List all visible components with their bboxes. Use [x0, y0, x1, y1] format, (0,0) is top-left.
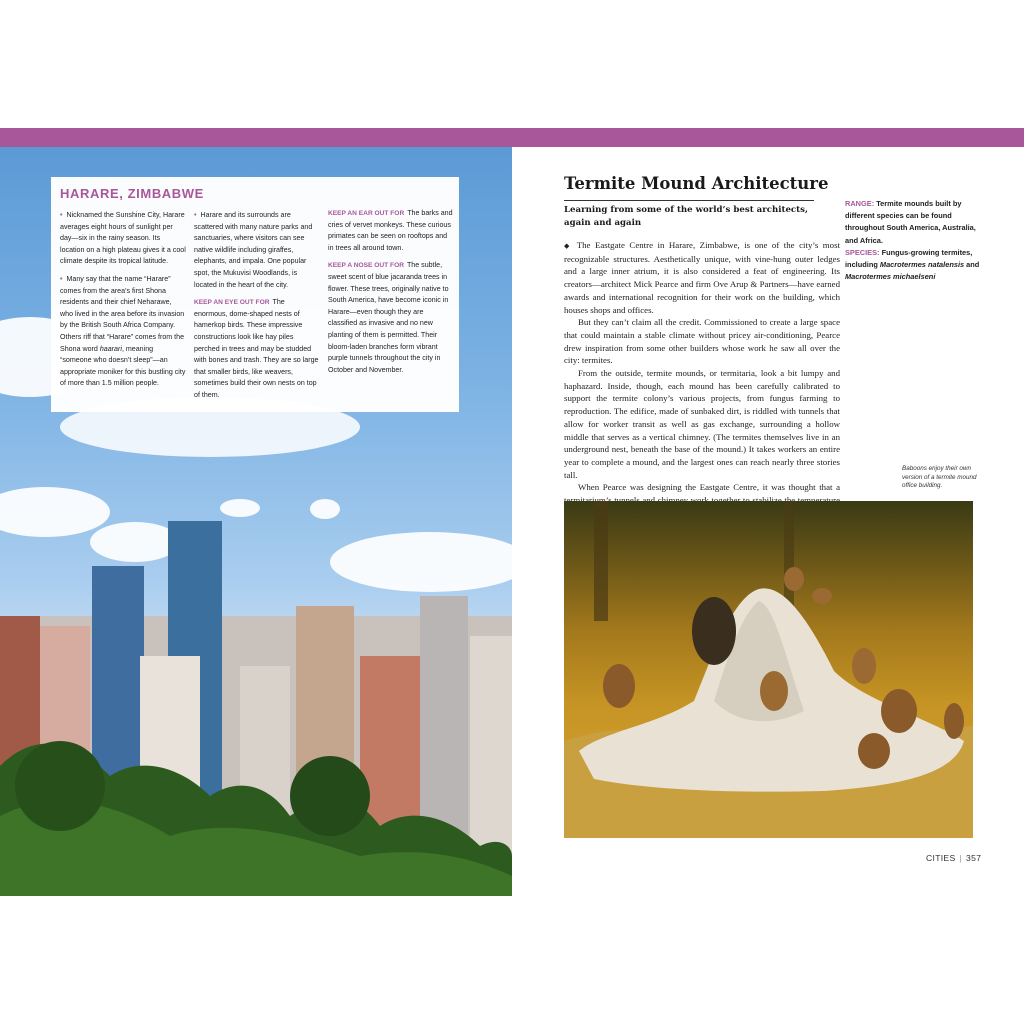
right-page [512, 147, 1024, 896]
sidebar-column-2 [194, 210, 320, 408]
body-paragraph [564, 239, 840, 316]
photo-caption: Baboons enjoy their own version of a termite mound office building. [902, 465, 977, 490]
paragraph-text: Nicknamed the Sunshine City, Harare averages eight hours of sunlight per day—six in the rainy season. Its location on a high plateau gives it a cool climate despite its tropical latitude. [60, 211, 186, 266]
sidebar-paragraph [328, 208, 454, 254]
cloud [90, 522, 180, 562]
sidebar-paragraph [60, 274, 186, 390]
species-label: SPECIES: [845, 247, 880, 257]
species-text: Fungus-growing termites, including [845, 247, 973, 270]
paragraph-text: The enormous, dome-shaped nests of hamerkop birds. These impressive constructions look like hay piles perched in trees and may be studded with bones and trash. They are so large that smaller birds, like weavers, sometimes build their own nests on top of them. [194, 298, 319, 399]
folio-separator: | [959, 853, 963, 863]
harare-sidebar [51, 177, 459, 412]
paragraph-text: The Eastgate Centre in Harare, Zimbabwe, is one of the city’s most recognizable structures. Aesthetically unique, with vine-hung outer ledges and a large inner atrium, it is also considered a feat of engineering. Its creators—architect Mick Pearce and firm Ove Arup & Partners—have earned awards and international recognition for their work on the building, which houses shops and offices. [564, 240, 840, 315]
paragraph-text: Harare and its surrounds are scattered with many nature parks and sanctuaries, where visitors can see native wildlife including giraffes, elephants, and impala. One popular spot, the Mukuvisi Woodlands, is located in the heart of the city. [194, 211, 313, 289]
termite-mound-illustration [564, 501, 973, 838]
cloud [330, 532, 512, 592]
header-color-band [0, 128, 1024, 147]
body-paragraph: From the outside, termite mounds, or termitaria, look a bit lumpy and haphazard. Inside, though, each mound has been carefully calibrated to support the termite colony’s various projects, from fungus farming to reproduction. The edifice, made of sunbaked dirt, is riddled with tunnels that allow for worker transit as well as gas exchange, surrounding a hollow middle that serves as a vertical chimney. (The termites themselves live in an underground nest, beneath the base of the mound.) It takes workers an entire year to complete a mound, and the largest ones can reach nearly three stories tall. [564, 368, 840, 480]
page-number: 357 [966, 853, 982, 863]
baboons-termite-mound-photo [564, 501, 973, 838]
sidebar-paragraph [194, 297, 320, 401]
article-body [564, 239, 840, 545]
body-paragraph: When Pearce was designing the Eastgate Centre, it was thought that a [578, 482, 840, 493]
paragraph-text: The subtle, sweet scent of blue jacaranda trees in flower. These trees, originally native to South America, have become iconic in Harare—even though they are classified as invasive and no new planting of them is permitted. Their bloom-laden branches form vibrant purple tunnels throughout the city in October and November. [328, 261, 449, 374]
sidebar-paragraph [60, 210, 186, 268]
cloud [220, 499, 260, 517]
sidebar-title: HARARE, ZIMBABWE [60, 186, 204, 201]
paragraph-text: , meaning “someone who doesn’t sleep”—an appropriate moniker for this bustling city of more than 1.5 million people. [60, 344, 186, 388]
species-name: Macrotermes michaelseni [845, 272, 936, 282]
diamond-bullet-icon: ◆ [564, 242, 572, 250]
keyword-label: KEEP A NOSE OUT FOR [328, 262, 404, 270]
paragraph-text: The barks and cries of vervet monkeys. These curious primates can be seen on rooftops and in trees all around town. [328, 209, 453, 252]
shona-word: haarari [99, 344, 122, 353]
cloud [0, 487, 110, 537]
range-species-box [845, 198, 981, 283]
species-text: and [964, 260, 980, 270]
sidebar-paragraph [328, 260, 454, 376]
species-entry [845, 247, 981, 284]
sidebar-paragraph [194, 210, 320, 291]
article-title: Termite Mound Architecture [564, 174, 829, 193]
bullet-icon: • [60, 274, 63, 283]
page-folio [926, 853, 981, 863]
range-label: RANGE: [845, 199, 875, 208]
trees-foreground [0, 706, 512, 896]
sidebar-column-3 [328, 208, 454, 382]
bullet-icon: • [60, 211, 63, 219]
body-paragraph: But they can’t claim all the credit. Commissioned to create a large space that could maintain a stable climate without pricey air-conditioning, Pearce drew inspiration from some other builders whose work he saw all over the city: termites. [564, 317, 840, 366]
range-entry [845, 198, 981, 247]
sidebar-column-1 [60, 210, 186, 396]
keyword-label: KEEP AN EYE OUT FOR [194, 299, 270, 307]
keyword-label: KEEP AN EAR OUT FOR [328, 210, 405, 217]
cloud [310, 499, 340, 519]
bullet-icon: • [194, 211, 197, 219]
range-text: Termite mounds built by different species can be found throughout South America, Australia, and Africa. [845, 199, 976, 245]
article-dek: Learning from some of the world’s best architects, again and again [564, 200, 814, 230]
paragraph-text: Many say that the name “Harare” comes from the area’s first Shona residents and their chief Neharawe, who lived in the area before its invasion by the British South Africa Company. Others riff that “Harare” comes from the Shona word [60, 274, 185, 353]
species-name: Macrotermes natalensis [879, 260, 965, 270]
section-name: CITIES [926, 853, 956, 863]
